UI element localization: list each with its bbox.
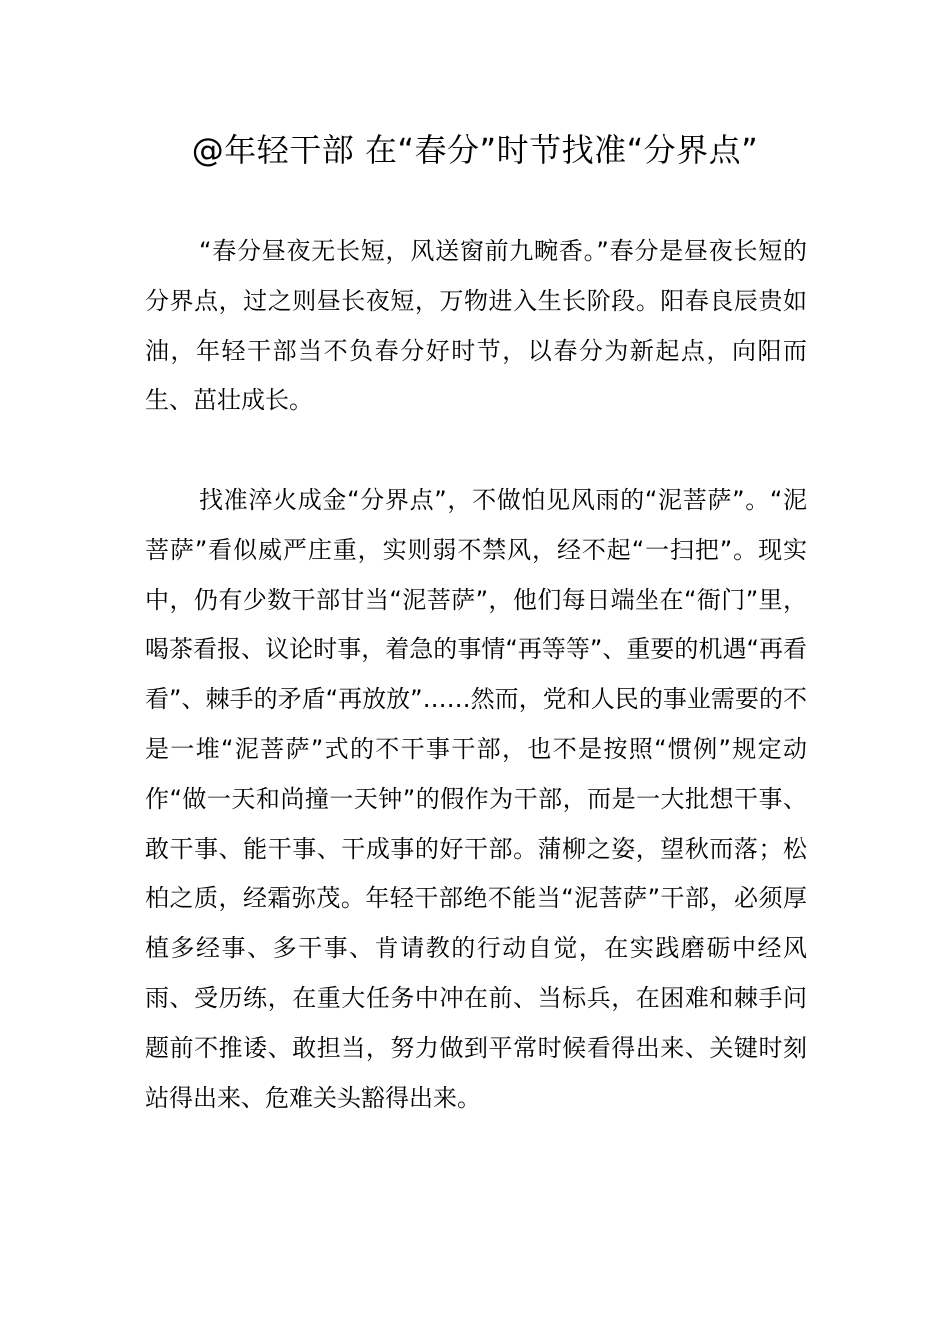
paragraph-body: 找准淬火成金“分界点”，不做怕见风雨的“泥菩萨”。“泥菩萨”看似威严庄重，实则弱不禁风，经不起“一扫把”。现实中，仍有少数干部甘当“泥菩萨”，他们每日端坐在“衙门”里，喝茶看报、议论时事，着急的事情“再等等”、重要的机遇“再看看”、棘手的矛盾“再放放”……然而，党和人民的事业需要的不是一堆“泥菩萨”式的不干事干部，也不是按照“惯例”规定动作“做一天和尚撞一天钟”的假作为干部，而是一大批想干事、敢干事、能干事、干成事的好干部。蒲柳之姿，望秋而落；松柏之质，经霜弥茂。年轻干部绝不能当“泥菩萨”干部，必须厚植多经事、多干事、肯请教的行动自觉，在实践磨砺中经风雨、受历练，在重大任务中冲在前、当标兵，在困难和棘手问题前不推诿、敢担当，努力做到平常时候看得出来、关键时刻站得出来、危难关头豁得出来。 xyxy=(145,486,807,1112)
paragraph-intro: “春分昼夜无长短，风送窗前九畹香。”春分是昼夜长短的分界点，过之则昼长夜短，万物进入生长阶段。阳春良辰贵如油，年轻干部当不负春分好时节，以春分为新起点，向阳而生、茁壮成长。 xyxy=(145,237,807,415)
document-title: @年轻干部 在“春分”时节找准“分界点” xyxy=(191,131,759,169)
